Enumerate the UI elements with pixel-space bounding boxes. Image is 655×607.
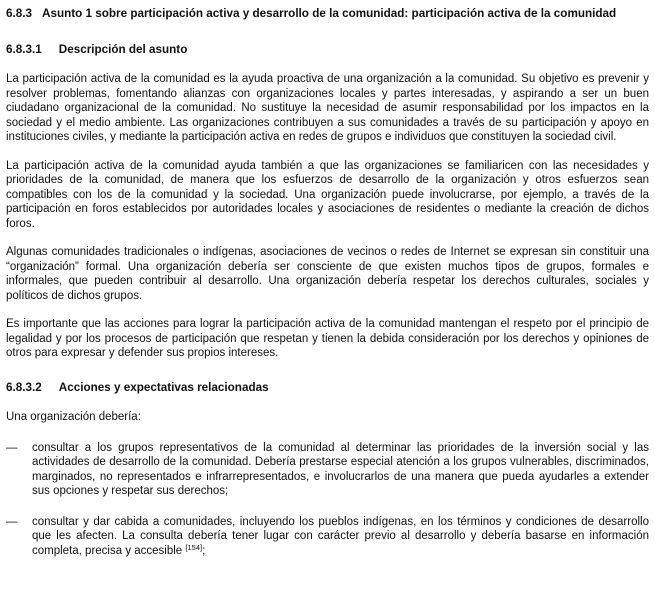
list-item-text-main: consultar y dar cabida a comunidades, incluyendo los pueblos indígenas, en los términos y condiciones de desarrollo que les afecten. La consulta debería tener lugar con carácter previo al desarrollo y debería basarse en información completa, precisa y accesible (32, 515, 649, 557)
heading-6-8-3-2 (6, 381, 649, 396)
heading-6-8-3-1-number: 6.8.3.1 (6, 42, 42, 56)
paragraph-community-needs: La participación activa de la comunidad ayuda también a que las organizaciones se familiaricen con las necesidades y prioridades de la comunidad, de manera que los esfuerzos de desarrollo de la organización y otros esfuerzos sean compatibles con los de la comunidad y la sociedad. Una organización puede involucrarse, por ejemplo, a través de la participación en foros establecidos por autoridades locales y asociaciones de residentes o mediante la creación de dichos foros. (6, 159, 649, 230)
list-item-text-tail: ; (202, 544, 206, 557)
paragraph-community-involvement-definition: La participación activa de la comunidad es la ayuda proactiva de una organización a la comunidad. Su objetivo es prevenir y resolver problemas, fomentando alianzas con organizaciones locales y partes interesadas, y aspirando a ser un buen ciudadano organizacional de la comunidad. No sustituye la necesidad de asumir responsabilidad por los impactos en la sociedad y el medio ambiente. Las organizaciones contribuyen a sus comunidades a través de su participación y apoyo en instituciones civiles, y mediante la participación activa en redes de grupos e individuos que constituyen la sociedad civil. (6, 73, 649, 143)
heading-6-8-3-title: Asunto 1 sobre participación activa y desarrollo de la comunidad: participación activa de la comunidad (42, 7, 617, 20)
list-intro: Una organización debería: (6, 411, 141, 423)
list-item-consult-groups (6, 441, 649, 499)
footnote-reference-154: [154] (185, 542, 203, 552)
heading-6-8-3-2-number: 6.8.3.2 (6, 380, 42, 394)
list-item-text: consultar a los grupos representativos de la comunidad al determinar las prioridades de la inversión social y las actividades de desarrollo de la comunidad. Debería prestarse especial atención a los grupos vulnerables, discriminados, marginados, no representados e infrarrepresentados, e involucrarlos de una manera que pueda ayudarles a extender sus opciones y respetar sus derechos; (32, 441, 649, 497)
heading-6-8-3 (6, 7, 649, 22)
heading-6-8-3-2-title: Acciones y expectativas relacionadas (58, 380, 269, 394)
paragraph-legality-principle: Es importante que las acciones para lograr la participación activa de la comunidad mantengan el respeto por el principio de legalidad y por los procesos de participación que respetan y tienen la debida consideración por los derechos y opiniones de otros para expresar y defender sus propios intereses. (6, 318, 649, 359)
list-item-text (32, 515, 649, 559)
heading-6-8-3-1-title: Descripción del asunto (58, 42, 188, 56)
paragraph-informal-groups: Algunas comunidades tradicionales o indígenas, asociaciones de vecinos o redes de Internet se expresan sin constituir una “organización” formal. Una organización debería ser consciente de que existen muchos tipos de grupos, formales e informales, que pueden contribuir al desarrollo. Una organización debería respetar los derechos culturales, sociales y políticos de dichos grupos. (6, 246, 649, 302)
dash-marker: — (6, 515, 18, 528)
heading-6-8-3-1 (6, 43, 649, 58)
list-item-consult-communities (6, 515, 649, 559)
heading-6-8-3-number: 6.8.3 (6, 7, 32, 20)
dash-marker: — (6, 441, 18, 454)
